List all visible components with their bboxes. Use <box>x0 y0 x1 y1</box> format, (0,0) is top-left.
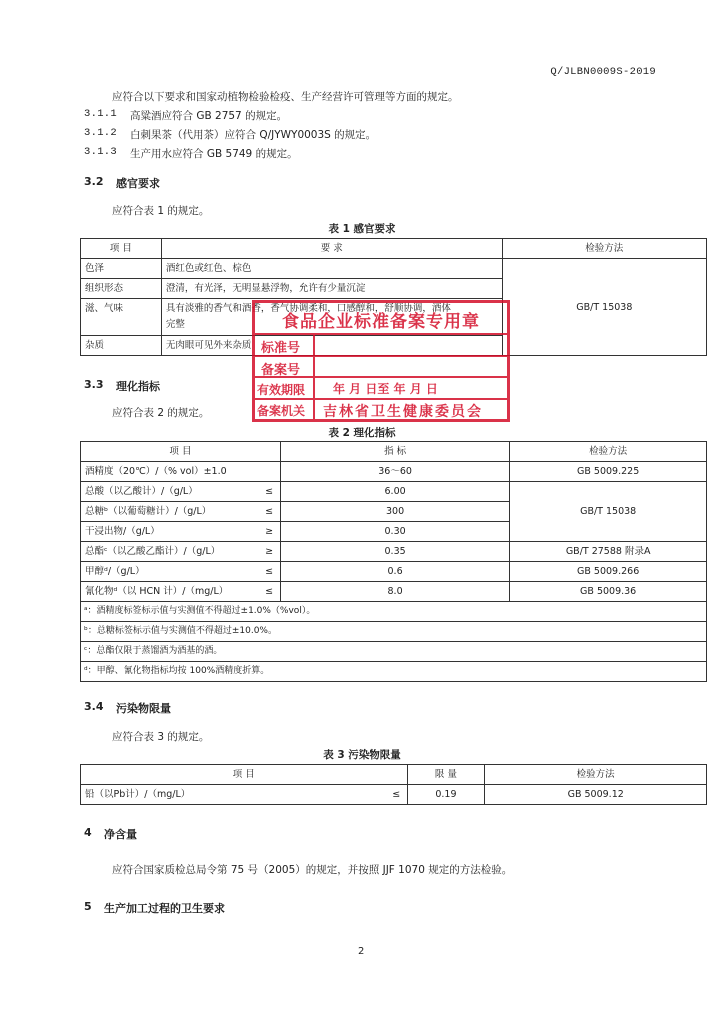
table-header: 项 目 <box>81 239 162 259</box>
table-cell: 8.0 <box>280 582 509 602</box>
clause-text: 白刺果茶（代用茶）应符合 Q/JYWY0003S 的规定。 <box>130 129 377 141</box>
stamp-label: 标准号 <box>261 341 301 356</box>
table-cell: 总酯ᶜ（以乙酸乙酯计）/（g/L） <box>81 542 259 562</box>
section-number: 5 <box>84 900 92 913</box>
table-cell: GB 5009.225 <box>510 462 707 482</box>
section-title: 理化指标 <box>116 380 160 393</box>
table-header: 检验方法 <box>510 442 707 462</box>
table-cell-line: 具有淡雅的香气和酒香，香气协调柔和，口感醇和，舒顺协调，酒体 <box>165 303 451 314</box>
filing-stamp <box>252 300 510 422</box>
table-cell-operator: ≥ <box>258 522 280 542</box>
clause-number: 3.1.2 <box>84 127 118 139</box>
table-cell-line: 完整 <box>165 319 185 330</box>
section-title: 感官要求 <box>116 177 160 190</box>
stamp-label: 备案号 <box>261 363 301 378</box>
section-number: 3.3 <box>84 378 104 391</box>
table-cell: 6.00 <box>280 482 509 502</box>
table-footnote: ᵇ：总糖标签标示值与实测值不得超过±10.0%。 <box>81 622 707 642</box>
table-header: 指 标 <box>280 442 509 462</box>
section-title: 净含量 <box>104 828 137 841</box>
table-cell: 干浸出物/（g/L） <box>81 522 259 542</box>
table-header: 检验方法 <box>502 239 706 259</box>
table-footnote: ᵃ：酒精度标签标示值与实测值不得超过±1.0%（%vol）。 <box>81 602 707 622</box>
intro-text: 应符合以下要求和国家动植物检验检疫、生产经营许可管理等方面的规定。 <box>112 91 459 103</box>
table-cell-operator: ≤ <box>258 582 280 602</box>
table-header: 要 求 <box>161 239 502 259</box>
table-cell: 0.30 <box>280 522 509 542</box>
table-cell: GB 5009.266 <box>510 562 707 582</box>
table-cell: 澄清，有光泽，无明显悬浮物，允许有少量沉淀 <box>161 279 502 299</box>
section-body: 应符合国家质检总局令第 75 号（2005）的规定，并按照 JJF 1070 规定的方法检验。 <box>112 864 513 876</box>
section-body: 应符合表 2 的规定。 <box>112 407 210 419</box>
table-cell: 300 <box>280 502 509 522</box>
table-cell: GB 5009.12 <box>485 785 707 805</box>
table-cell: 0.19 <box>407 785 485 805</box>
table-caption: 表 1 感官要求 <box>328 223 396 235</box>
table-cell: 0.6 <box>280 562 509 582</box>
stamp-divider <box>255 333 507 335</box>
stamp-valid-dates: 年 月 日至 年 月 日 <box>333 382 438 396</box>
table-header: 项 目 <box>81 765 408 785</box>
table-cell-operator: ≥ <box>258 542 280 562</box>
table-caption: 表 2 理化指标 <box>328 427 396 439</box>
stamp-title: 食品企业标准备案专用章 <box>282 312 480 332</box>
clause-number: 3.1.1 <box>84 108 118 120</box>
stamp-divider <box>313 333 315 419</box>
table-cell: 组织形态 <box>81 279 162 299</box>
table-cell: 酒红色或红色、棕色 <box>161 259 502 279</box>
stamp-org: 吉林省卫生健康委员会 <box>323 404 483 420</box>
table-cell: 无肉眼可见外来杂质 <box>161 336 502 356</box>
table-footnote: ᶜ：总酯仅限于蒸馏酒为酒基的酒。 <box>81 642 707 662</box>
table-cell: 色泽 <box>81 259 162 279</box>
table-cell: 36～60 <box>280 462 509 482</box>
section-body: 应符合表 1 的规定。 <box>112 205 210 217</box>
section-number: 3.2 <box>84 175 104 188</box>
clause-text: 生产用水应符合 GB 5749 的规定。 <box>130 148 298 160</box>
table-cell: 氰化物ᵈ（以 HCN 计）/（mg/L） <box>81 582 259 602</box>
table-cell: GB/T 27588 附录A <box>510 542 707 562</box>
section-number: 3.4 <box>84 700 104 713</box>
table-header: 检验方法 <box>485 765 707 785</box>
section-title: 污染物限量 <box>116 702 171 715</box>
section-title: 生产加工过程的卫生要求 <box>104 902 225 915</box>
table-cell: 酒精度（20℃）/（% vol）±1.0 <box>81 462 281 482</box>
clause-text: 高粱酒应符合 GB 2757 的规定。 <box>130 110 288 122</box>
table-cell: 总糖ᵇ（以葡萄糖计）/（g/L） <box>81 502 259 522</box>
table-cell: GB/T 15038 <box>510 482 707 542</box>
stamp-label: 有效期限 <box>257 383 306 397</box>
table-caption: 表 3 污染物限量 <box>323 749 401 761</box>
stamp-label: 备案机关 <box>257 404 306 418</box>
clause-number: 3.1.3 <box>84 146 118 158</box>
table-header: 项 目 <box>81 442 281 462</box>
table-cell: 铅（以Pb计）/（mg/L） <box>81 785 387 805</box>
document-code: Q/JLBN0009S-2019 <box>550 66 656 78</box>
table-cell-operator: ≤ <box>258 482 280 502</box>
table-cell: 总酸（以乙酸计）/（g/L） <box>81 482 259 502</box>
contaminant-table <box>80 764 707 805</box>
page-number: 2 <box>358 946 365 957</box>
table-header: 限 量 <box>407 765 485 785</box>
table-cell: 杂质 <box>81 336 162 356</box>
stamp-divider <box>255 398 507 400</box>
table-cell: 滋、气味 <box>81 299 162 336</box>
table-cell: GB 5009.36 <box>510 582 707 602</box>
table-footnote: ᵈ：甲醇、氰化物指标均按 100%酒精度折算。 <box>81 662 707 682</box>
table-cell: 甲醇ᵈ/（g/L） <box>81 562 259 582</box>
table-cell-operator: ≤ <box>258 502 280 522</box>
physicochemical-table <box>80 441 707 682</box>
table-cell: 0.35 <box>280 542 509 562</box>
section-number: 4 <box>84 826 92 839</box>
table-cell: GB/T 15038 <box>502 259 706 356</box>
section-body: 应符合表 3 的规定。 <box>112 731 210 743</box>
table-cell-operator: ≤ <box>386 785 407 805</box>
table-cell-operator: ≤ <box>258 562 280 582</box>
